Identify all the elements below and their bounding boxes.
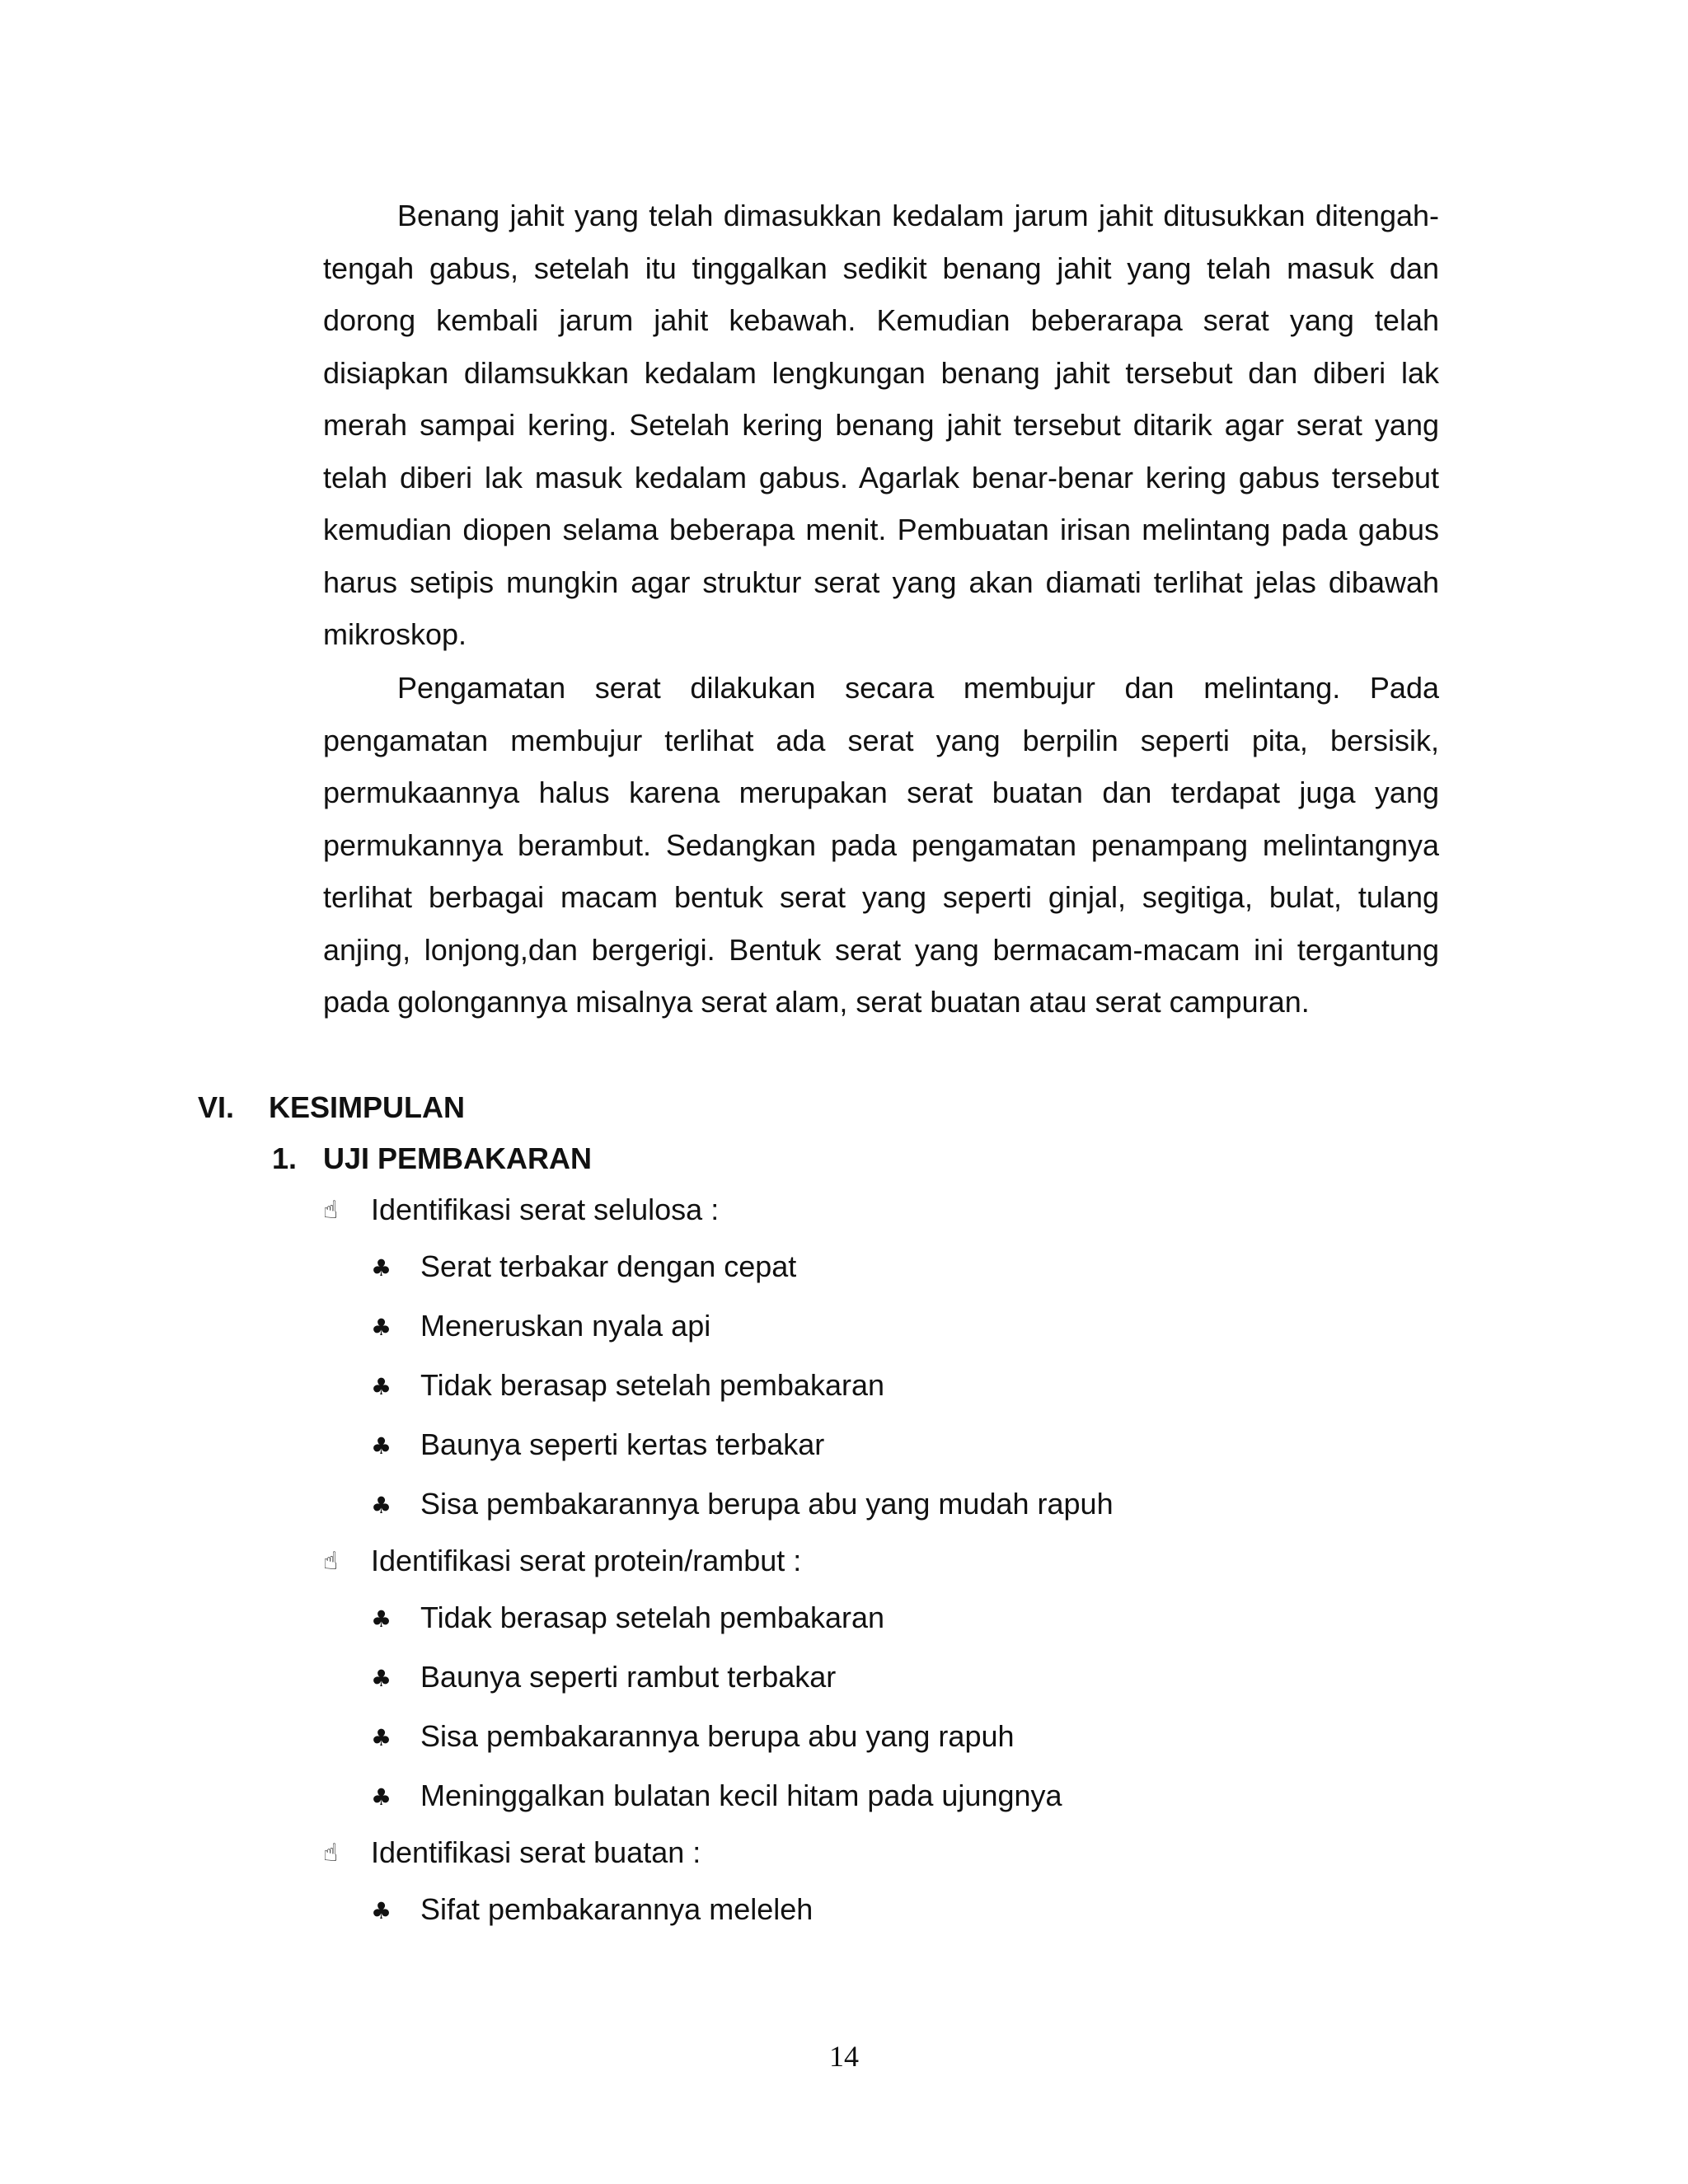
pointing-hand-icon: ☝ [323, 1839, 339, 1868]
list-item: ♣ Tidak berasap setelah pembakaran [371, 1359, 884, 1413]
club-suit-icon: ♣ [371, 1605, 392, 1633]
subsection-number: 1. [272, 1141, 298, 1175]
list-item: ♣ Serat terbakar dengan cepat [371, 1240, 796, 1294]
club-suit-icon: ♣ [371, 1314, 392, 1341]
club-suit-icon: ♣ [371, 1897, 392, 1924]
paragraph-observation: Pengamatan serat dilakukan secara membujur dan melintang. Pada pengamatan membujur terlihat ada serat yang berpilin seperti pita, bersisik, permukaannya halus karena merupakan serat buatan dan terdapat juga yang permukannya berambut. Sedangkan pada pengamatan penampang melintangnya terlihat berbagai macam bentuk serat yang seperti ginjal, segitiga, bulat, tulang anjing, lonjong,dan bergerigi. Bentuk serat yang bermacam-macam ini tergantung pada golongannya misalnya serat alam, serat buatan atau serat campuran. [323, 671, 1439, 1019]
page-number: 14 [829, 2040, 859, 2073]
subsection-heading [272, 1132, 592, 1184]
club-suit-icon: ♣ [371, 1665, 392, 1692]
club-suit-icon: ♣ [371, 1783, 392, 1811]
list-item: ♣ Sifat pembakarannya meleleh [371, 1883, 813, 1937]
club-suit-icon: ♣ [371, 1724, 392, 1751]
pointing-hand-icon: ☝ [323, 1547, 339, 1576]
club-suit-icon: ♣ [371, 1254, 392, 1282]
list-item: ♣ Meninggalkan bulatan kecil hitam pada ujungnya [371, 1769, 1062, 1823]
list-item: ♣ Baunya seperti kertas terbakar [371, 1418, 824, 1472]
club-suit-icon: ♣ [371, 1373, 392, 1400]
subsection-title: UJI PEMBAKARAN [323, 1141, 593, 1175]
list-item: ♣ Sisa pembakarannya berupa abu yang mudah rapuh [371, 1478, 1114, 1531]
list-item: ♣ Sisa pembakarannya berupa abu yang rapuh [371, 1710, 1015, 1764]
group-label-protein: ☝ Identifikasi serat protein/rambut : [323, 1535, 801, 1587]
paragraph-procedure: Benang jahit yang telah dimasukkan kedalam jarum jahit ditusukkan ditengah-tengah gabus, setelah itu tinggalkan sedikit benang jahit yang telah masuk dan dorong kembali jarum jahit kebawah. Kemudian beberarapa serat yang telah disiapkan dilamsukkan kedalam lengkungan benang jahit tersebut dan diberi lak merah sampai kering. Setelah kering benang jahit tersebut ditarik agar serat yang telah diberi lak masuk kedalam gabus. Agarlak benar-benar kering gabus tersebut kemudian diopen selama beberapa menit. Pembuatan irisan melintang pada gabus harus setipis mungkin agar struktur serat yang akan diamati terlihat jelas dibawah mikroskop. [323, 199, 1439, 651]
list-item: ♣ Meneruskan nyala api [371, 1300, 710, 1353]
group-label-buatan: ☝ Identifikasi serat buatan : [323, 1826, 701, 1879]
list-item: ♣ Tidak berasap setelah pembakaran [371, 1591, 884, 1645]
section-heading [198, 1081, 465, 1133]
club-suit-icon: ♣ [371, 1432, 392, 1460]
group-label-selulosa: ☝ Identifikasi serat selulosa : [323, 1183, 719, 1236]
club-suit-icon: ♣ [371, 1492, 392, 1519]
pointing-hand-icon: ☝ [323, 1196, 339, 1225]
section-number: VI. [198, 1090, 235, 1124]
section-title: KESIMPULAN [269, 1090, 466, 1124]
list-item: ♣ Baunya seperti rambut terbakar [371, 1651, 836, 1704]
